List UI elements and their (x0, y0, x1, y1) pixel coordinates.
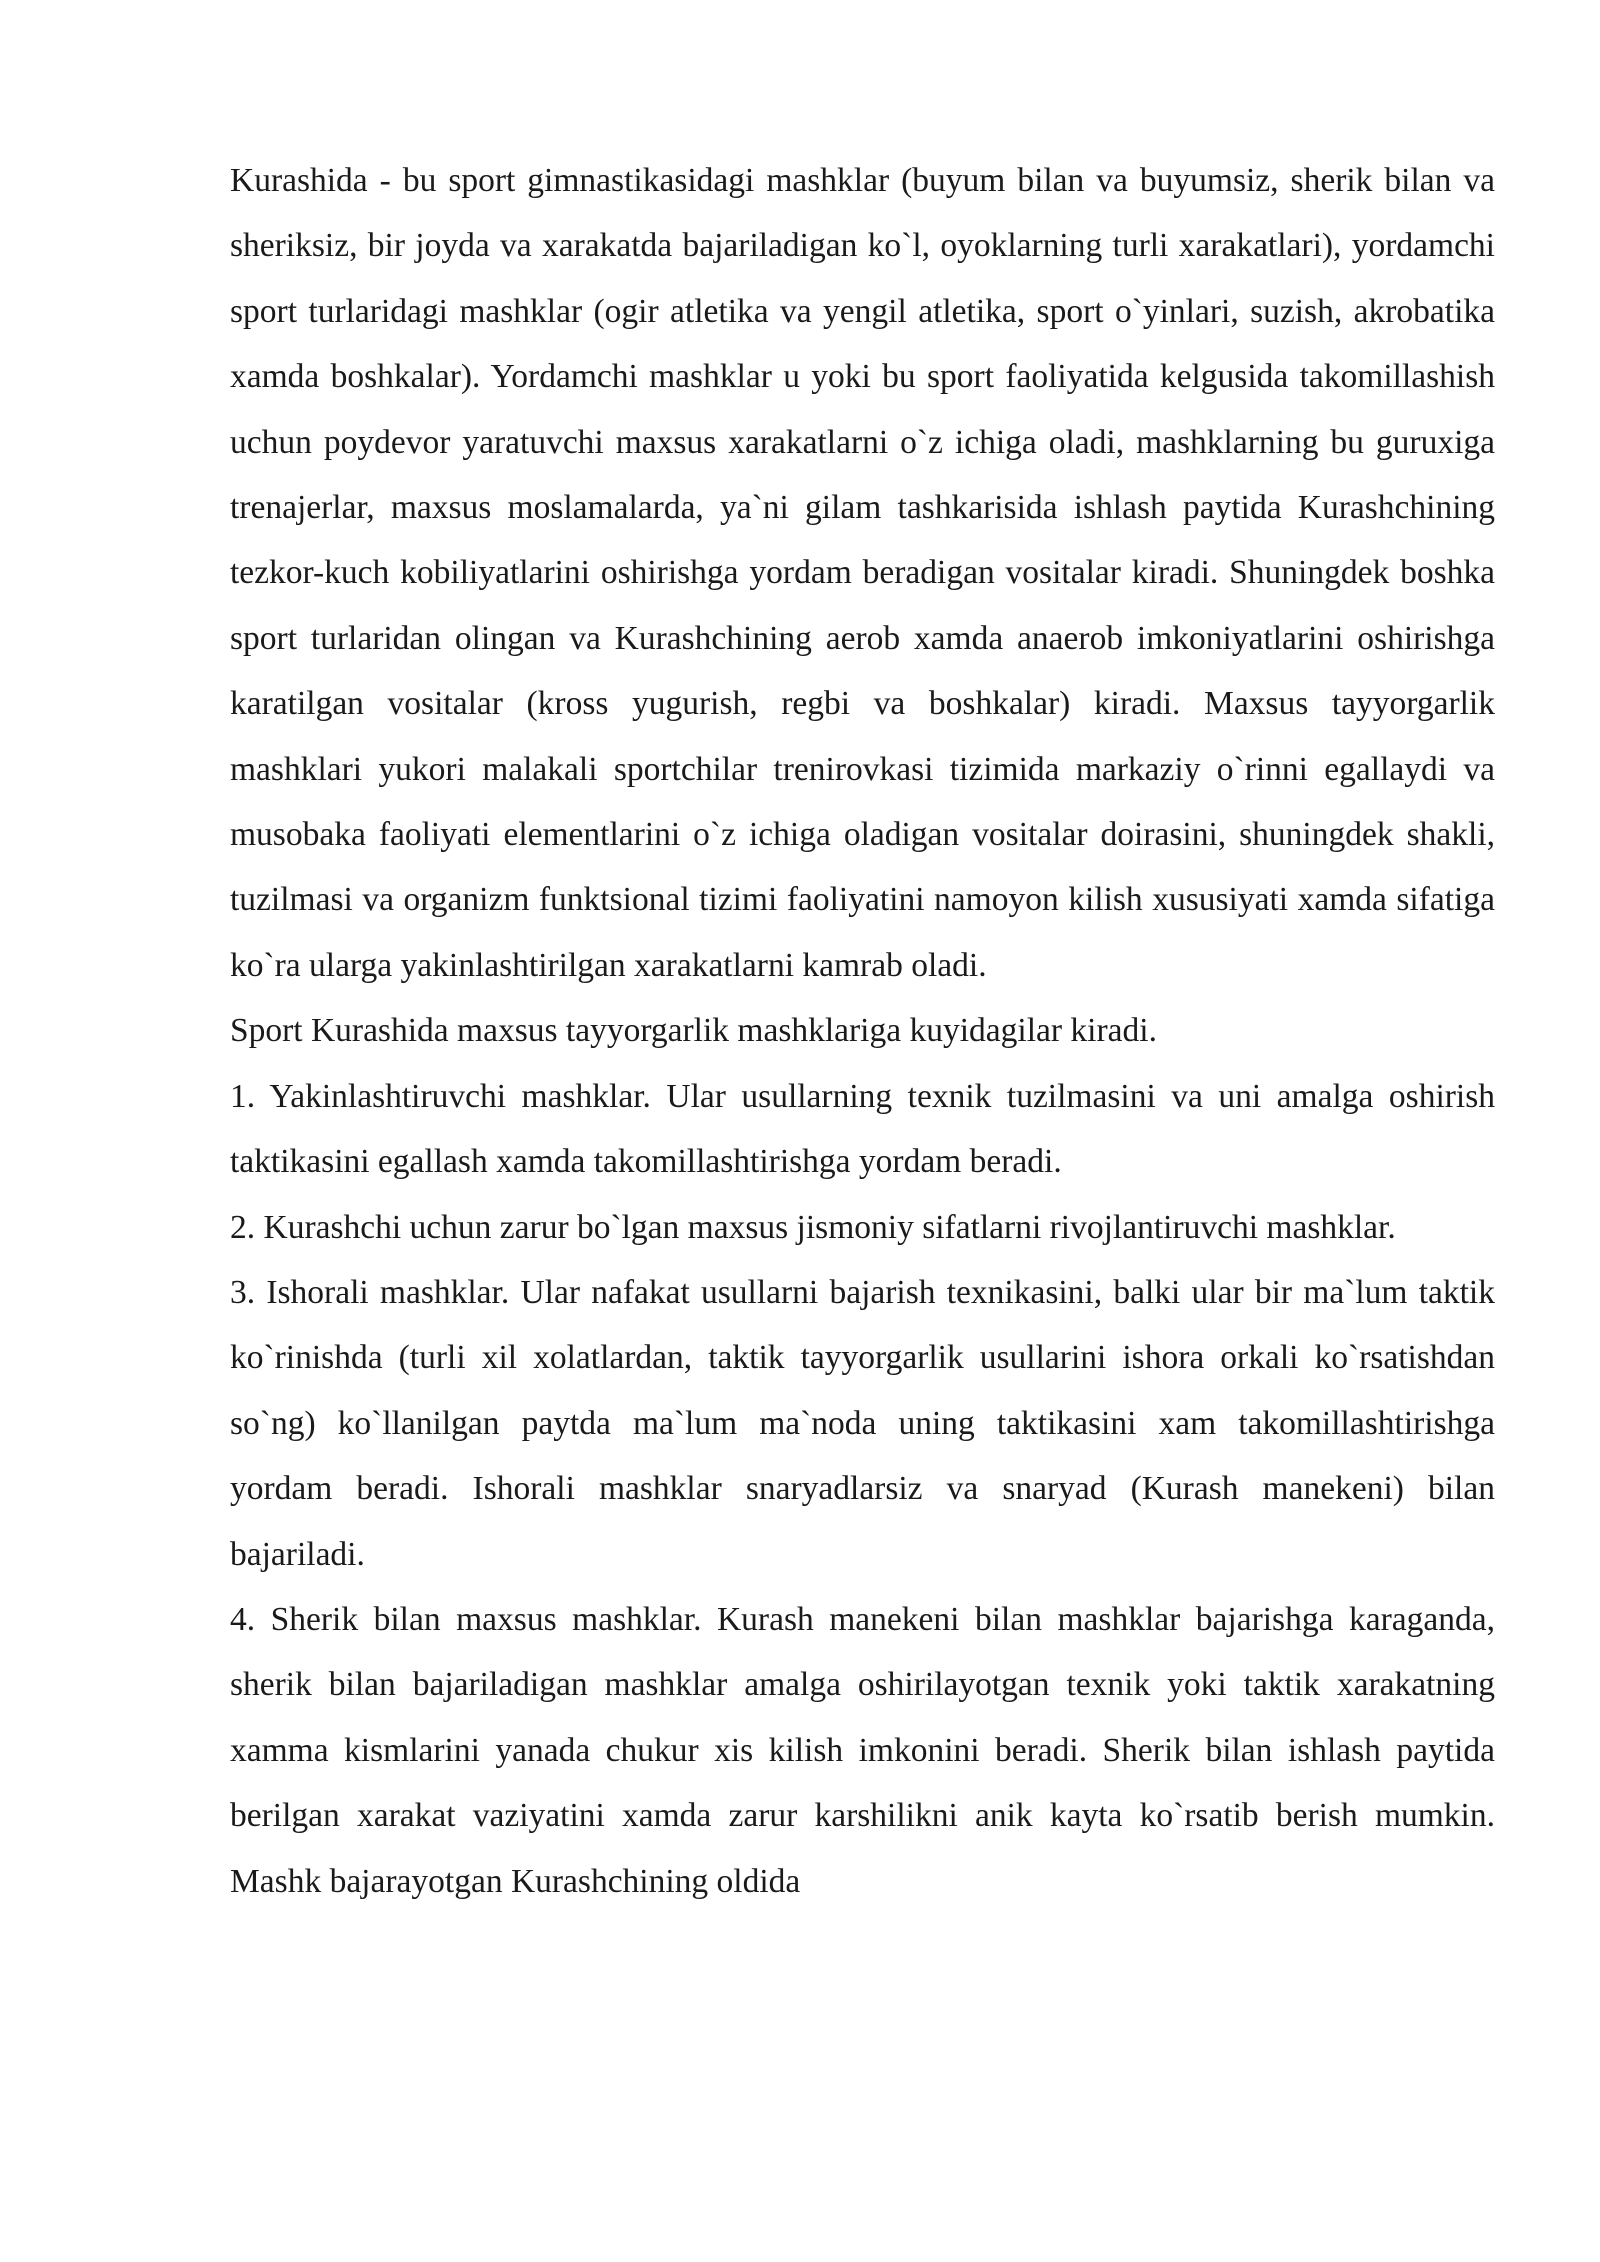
paragraph-item-1: 1. Yakinlashtiruvchi mashklar. Ular usullarning texnik tuzilmasini va uni amalga oshirish taktikasini egallash xamda takomillashtirishga yordam beradi. (230, 1077, 1495, 1181)
paragraph-intro: Kurashida - bu sport gimnastikasidagi mashklar (buyum bilan va buyumsiz, sherik bilan va sheriksiz, bir joyda va xarakatda bajariladigan ko`l, oyoklarning turli xarakatlari), yordamchi sport turlaridagi mashklar (ogir atletika va yengil atletika, sport o`yinlari, suzish, akrobatika xamda boshkalar). Yordamchi mashklar u yoki bu sport faoliyatida kelgusida takomillashish uchun poydevor yaratuvchi maxsus xarakatlarni o`z ichiga oladi, mashklarning bu guruxiga trenajerlar, maxsus moslamalarda, ya`ni gilam tashkarisida ishlash paytida Kurashchining tezkor-kuch kobiliyatlarini oshirishga yordam beradigan vositalar kiradi. Shuningdek boshka sport turlaridan olingan va Kurashchining aerob xamda anaerob imkoniyatlarini oshirishga karatilgan vositalar (kross yugurish, regbi va boshkalar) kiradi. Maxsus tayyorgarlik mashklari yukori malakali sportchilar trenirovkasi tizimida markaziy o`rinni egallaydi va musobaka faoliyati elementlarini o`z ichiga oladigan vositalar doirasini, shuningdek shakli, tuzilmasi va organizm funktsional tizimi faoliyatini namoyon kilish xususiyati xamda sifatiga ko`ra ularga yakinlashtirilgan xarakatlarni kamrab oladi. (230, 162, 1495, 984)
paragraph-item-2: 2. Kurashchi uchun zarur bo`lgan maxsus jismoniy sifatlarni rivojlantiruvchi mashklar. (230, 1208, 1396, 1246)
paragraph-item-4: 4. Sherik bilan maxsus mashklar. Kurash manekeni bilan mashklar bajarishga karaganda, sherik bilan bajariladigan mashklar amalga oshirilayotgan texnik yoki taktik xarakatning xamma kismlarini yanada chukur xis kilish imkonini beradi. Sherik bilan ishlash paytida berilgan xarakat vaziyatini xamda zarur karshilikni anik kayta ko`rsatib berish mumkin. Mashk bajarayotgan Kurashchining oldida (230, 1600, 1495, 1900)
paragraph-item-3: 3. Ishorali mashklar. Ular nafakat usullarni bajarish texnikasini, balki ular bir ma`lum taktik ko`rinishda (turli xil xolatlardan, taktik tayyorgarlik usullarini ishora orkali ko`rsatishdan so`ng) ko`llanilgan paytda ma`lum ma`noda uning taktikasini xam takomillashtirishga yordam beradi. Ishorali mashklar snaryadlarsiz va snaryad (Kurash manekeni) bilan bajariladi. (230, 1273, 1495, 1573)
paragraph-list-intro: Sport Kurashida maxsus tayyorgarlik mashklariga kuyidagilar kiradi. (230, 1012, 1157, 1050)
document-body (230, 148, 1495, 1914)
